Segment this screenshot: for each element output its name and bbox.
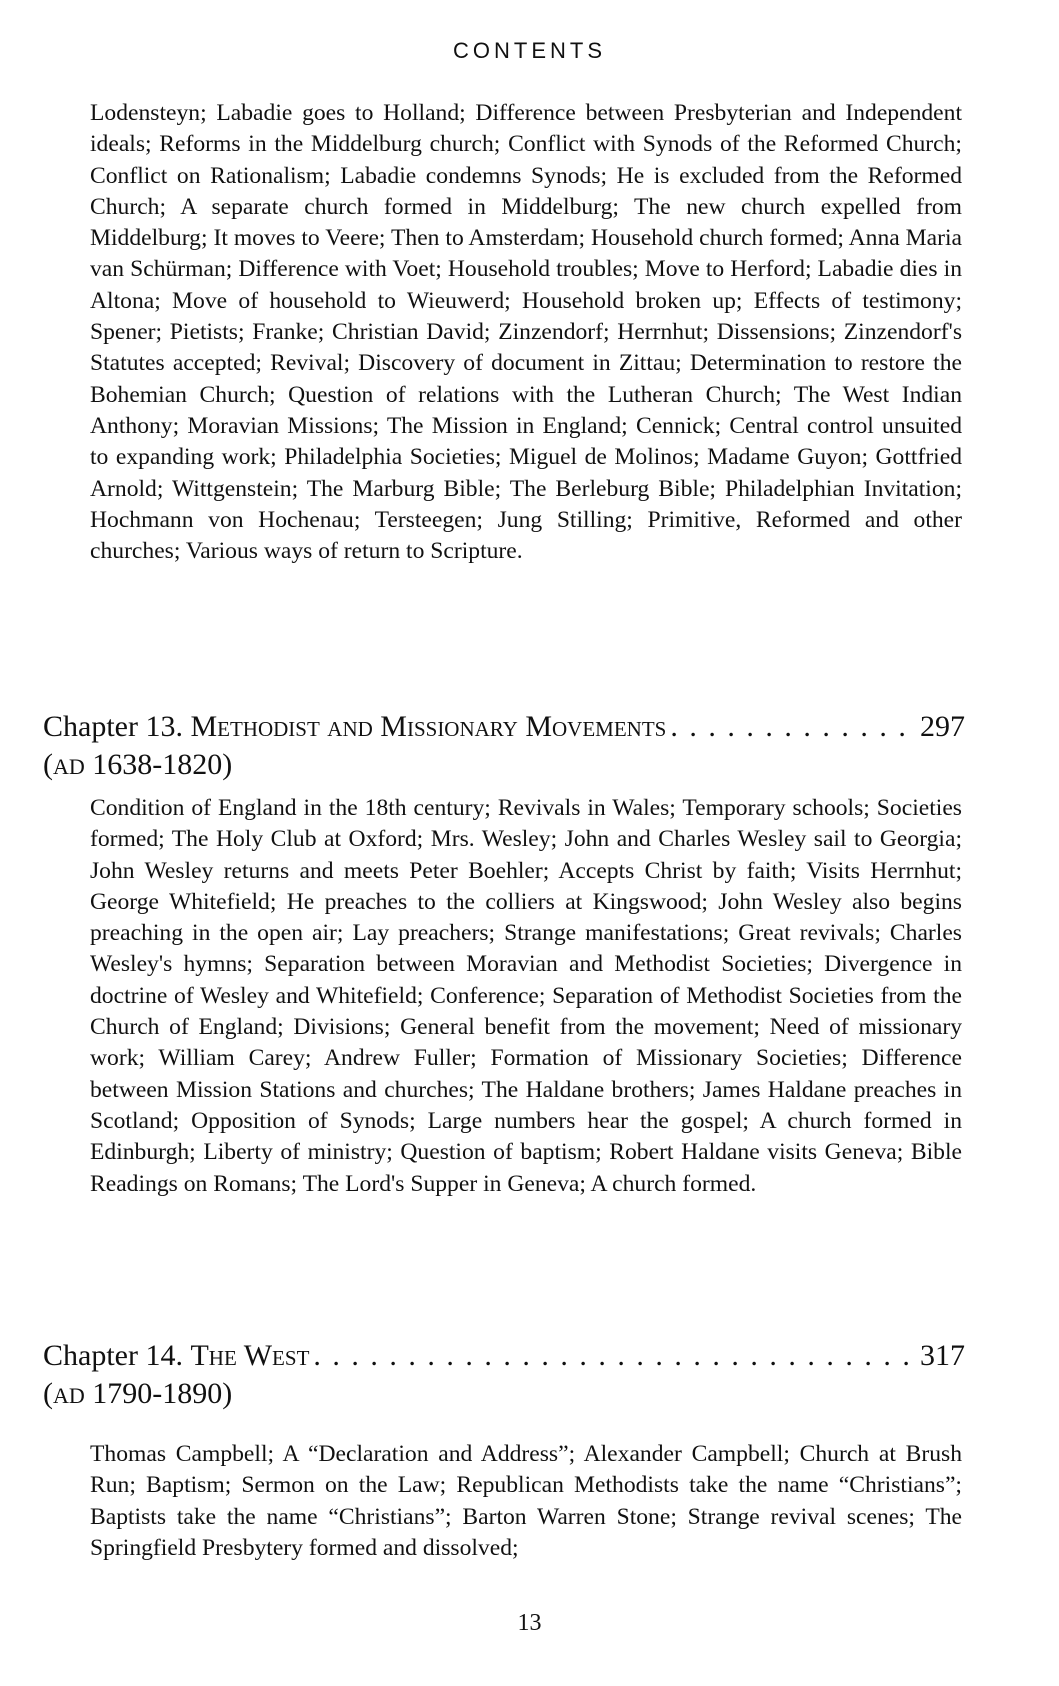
running-head: CONTENTS xyxy=(453,38,606,63)
dot-leader xyxy=(670,708,916,746)
chapter-13-title: Methodist and Missionary Movements xyxy=(190,710,667,743)
chapter-13-label: Chapter 13. xyxy=(43,710,183,743)
chapter-13-era: AD xyxy=(53,754,85,779)
page-number: 13 xyxy=(517,1610,542,1636)
chapter-14-page-number: 317 xyxy=(920,1339,965,1372)
chapter-14-dates: 1790-1890 xyxy=(92,1377,223,1410)
chapter-14-heading xyxy=(43,1337,965,1415)
chapter-14-summary: Thomas Campbell; A “Declaration and Address”; Alexander Campbell; Church at Brush Run; Baptism; Sermon on the Law; Republican Methodists take the name “Christians”; Baptists take the name “Christians”; Barton Warren Stone; Strange revival scenes; The Springfield Presbytery formed and dissolved; xyxy=(90,1441,962,1561)
chapter-14-date-range: (AD 1790-1890) xyxy=(43,1377,233,1410)
chapter-14-label: Chapter 14. xyxy=(43,1339,183,1372)
dot-leader xyxy=(313,1337,916,1375)
chapter-13-dates: 1638-1820 xyxy=(92,748,223,781)
chapter-14-era: AD xyxy=(53,1383,85,1408)
chapter-14-title: The West xyxy=(190,1339,310,1372)
chapter-13-title-line xyxy=(43,708,965,746)
chapter-13-page-number: 297 xyxy=(920,710,965,743)
chapter-14-title-line xyxy=(43,1337,965,1375)
chapter-12-summary: Lodensteyn; Labadie goes to Holland; Difference between Presbyterian and Independent ideals; Reforms in the Middelburg church; Conflict with Synods of the Reformed Church; Conflict on Rationalism; Labadie condemns Synods; He is excluded from the Reformed Church; A separate church formed in Middelburg; The new church expelled from Middelburg; It moves to Veere; Then to Amsterdam; Household church formed; Anna Maria van Schürman; Difference with Voet; Household troubles; Move to Herford; Labadie dies in Altona; Move of household to Wieuwerd; Household broken up; Effects of testimony; Spener; Pietists; Franke; Christian David; Zinzendorf; Herrnhut; Dissensions; Zinzendorf's Statutes accepted; Revival; Discovery of document in Zittau; Determination to restore the Bohemian Church; Question of relations with the Lutheran Church; The West Indian Anthony; Moravian Missions; The Mission in England; Cennick; Central control unsuited to expanding work; Philadelphia Societies; Miguel de Molinos; Madame Guyon; Gottfried Arnold; Wittgenstein; The Marburg Bible; The Berleburg Bible; Philadelphian Invitation; Hochmann von Hochenau; Tersteegen; Jung Stilling; Primitive, Reformed and other churches; Various ways of return to Scripture. xyxy=(90,100,962,565)
chapter-13-summary: Condition of England in the 18th century; Revivals in Wales; Temporary schools; Societies formed; The Holy Club at Oxford; Mrs. Wesley; John and Charles Wesley sail to Georgia; John Wesley returns and meets Peter Boehler; Accepts Christ by faith; Visits Herrnhut; George Whitefield; He preaches to the colliers at Kingswood; John Wesley also begins preaching in the open air; Lay preachers; Strange manifestations; Great revivals; Charles Wesley's hymns; Separation between Moravian and Methodist Societies; Divergence in doctrine of Wesley and Whitefield; Conference; Separation of Methodist Societies from the Church of England; Divisions; General benefit from the movement; Need of missionary work; William Carey; Andrew Fuller; Formation of Missionary Societies; Difference between Mission Stations and churches; The Haldane brothers; James Haldane preaches in Scotland; Opposition of Synods; Large numbers hear the gospel; A church formed in Edinburgh; Liberty of ministry; Question of baptism; Robert Haldane visits Geneva; Bible Readings on Romans; The Lord's Supper in Geneva; A church formed. xyxy=(90,795,962,1197)
chapter-13-date-range: (AD 1638-1820) xyxy=(43,748,233,781)
chapter-13-heading xyxy=(43,708,965,786)
